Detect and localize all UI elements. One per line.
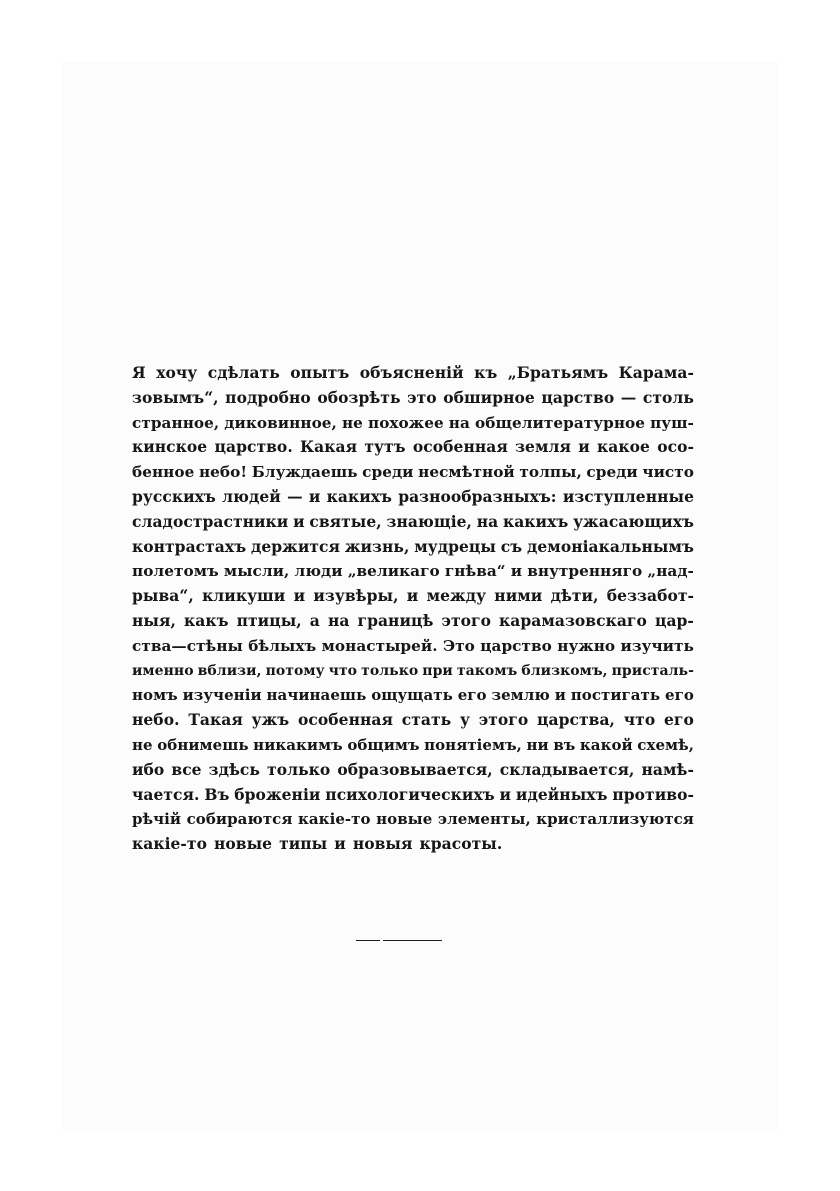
text-word: этого [478,710,529,730]
text-word: схемѣ, [637,735,694,754]
text-word: кликуши [202,586,286,606]
text-word: между [426,586,487,606]
text-word: — [620,387,637,407]
text-word: ибо [132,759,165,779]
text-word: царство. [214,437,293,457]
separator-rule [383,940,442,941]
text-word: какихъ [502,511,569,531]
text-word: какихъ [326,486,392,506]
text-word: образовывается, [337,759,493,779]
text-word: полетомъ [132,562,219,581]
text-line [132,411,694,436]
text-word: новые [376,810,433,829]
text-word: границѣ [357,610,434,630]
text-word: людей [222,486,281,506]
text-line [132,758,694,783]
text-word: монастырей. [321,636,438,655]
text-word: подробно [225,387,311,407]
text-word: сладострастники [132,511,289,531]
text-word: мысли, [223,562,290,581]
text-word: пуш- [650,413,694,432]
text-word: земля [515,437,571,457]
text-word: новыя [352,834,413,854]
text-word: броженіи [234,784,321,804]
text-word: чается. [132,784,200,804]
text-word: какое [597,437,650,457]
text-word: какъ [184,610,229,630]
text-line [132,609,694,634]
text-word: „Братьямъ [507,363,609,382]
text-line [132,783,694,808]
text-word: несмѣтной [418,463,515,482]
text-word: только [267,759,331,779]
text-line [132,733,694,758]
text-line [132,659,694,684]
text-word: люди [294,562,343,581]
text-word: контрастахъ [132,536,247,556]
text-word: общелитературное [475,413,646,432]
text-word: опытъ [290,363,350,382]
text-word: гнѣва“ [444,562,506,581]
text-word: бенное [132,463,195,482]
text-word: похожее [367,413,444,432]
text-word: изувѣры, [313,586,399,606]
text-word: землю [491,686,550,705]
text-word: странное, [132,413,220,432]
text-word: внутренняго [527,562,643,581]
text-word: его [665,686,694,705]
text-word: изученіи [182,686,262,705]
text-word: и [510,562,523,581]
text-word: рѣчій [132,810,182,829]
text-word: царство [541,387,615,407]
text-line [132,634,694,659]
text-word: изступленные [562,486,694,506]
text-word: психологическихъ [325,784,495,804]
text-line [132,832,694,857]
text-word: цар- [654,610,694,630]
text-line [132,807,694,832]
text-word: красоты. [419,834,503,854]
text-word: элементы, [437,810,531,829]
text-word: и [308,486,321,506]
text-line [132,361,694,386]
text-word: птицы, [236,610,302,630]
text-word: какой [579,735,633,754]
text-word: разнообразныхъ: [398,486,557,506]
text-word: такомъ [456,662,518,679]
text-word: рыва“, [132,586,194,606]
text-word: обнимешь [157,735,249,754]
text-line [132,510,694,535]
text-word: Это [442,636,475,655]
text-word: ни [526,735,549,754]
text-word: беззабот- [606,586,694,606]
text-line [132,708,694,733]
text-word: Блуждаешь [251,463,358,482]
text-word: и [578,437,590,457]
text-word: стать [401,710,452,730]
text-word: его [664,710,694,730]
text-word: постигать [570,686,661,705]
text-word: на [476,511,499,531]
text-word: что [623,710,656,730]
text-word: и [334,834,346,854]
text-word: вблизи, [197,662,262,679]
text-word: именно [132,662,194,679]
text-word: къ [474,363,498,382]
text-word: здѣсь [208,759,260,779]
text-word: Такая [188,710,243,730]
text-word: особенная [412,437,508,457]
text-word: зовымъ“, [132,387,219,407]
text-word: съ [500,536,523,556]
text-word: ства—стѣны [132,636,243,655]
separator-rule [356,940,380,941]
text-word: только [361,662,419,679]
text-word: ощущать [371,686,453,705]
text-word: толпы, [519,463,582,482]
text-word: собираются [186,810,293,829]
text-word: типы [279,834,328,854]
text-word: — [287,486,303,506]
text-word: и [406,586,419,606]
text-word: ужасающихъ [573,511,694,531]
text-word: общимъ [347,735,420,754]
text-word: царство [480,636,552,655]
text-word: это [407,387,437,407]
text-word: противо- [612,784,694,804]
text-word: въ [553,735,576,754]
text-line [132,559,694,584]
text-word: столь [642,387,694,407]
text-word: небо! [198,463,248,482]
text-word: этого [441,610,491,630]
text-word: тутъ [364,437,406,457]
text-word: на [327,610,350,630]
text-word: не [341,413,363,432]
text-word: новые [213,834,273,854]
text-word: сдѣлать [207,363,280,382]
text-word: и [293,586,306,606]
text-word: дѣти, [550,586,599,606]
text-word: обширное [443,387,535,407]
text-word: у [460,710,470,730]
text-word: среди [362,463,414,482]
text-word: Въ [204,784,230,804]
text-word: Я [132,363,146,382]
text-word: изучить [620,636,694,655]
text-word: ужъ [251,710,290,730]
text-word: какіе-то [298,810,371,829]
text-word: складывается, [499,759,635,779]
text-word: кинское [132,437,208,457]
text-word: бѣлыхъ [248,636,317,655]
text-word: „великаго [347,562,440,581]
text-word: русскихъ [132,486,216,506]
text-word: потому [265,662,325,679]
text-word: диковинное, [224,413,337,432]
text-word: среди [586,463,638,482]
text-word: нужно [557,636,616,655]
text-word: кристаллизуются [536,810,694,829]
text-word: жизнь, [344,536,410,556]
text-word: особенная [298,710,393,730]
text-word: все [171,759,202,779]
text-word: демоніакальнымъ [527,536,694,556]
text-word: святые, [309,511,382,531]
text-word: мудрецы [414,536,496,556]
text-word: ними [494,586,543,606]
text-word: „над- [647,562,694,581]
text-line [132,683,694,708]
text-word: ныя, [132,610,176,630]
text-word: понятіемъ, [424,735,522,754]
text-word: близкомъ, [521,662,608,679]
text-word: никакимъ [253,735,343,754]
text-word: не [132,735,153,754]
text-word: на [448,413,470,432]
text-word: чисто [642,463,694,482]
text-word: хочу [156,363,198,382]
text-word: его [457,686,487,705]
text-word: начинаешь [266,686,367,705]
text-word: карамазовскаго [499,610,647,630]
text-line [132,535,694,560]
text-word: а [309,610,320,630]
text-word: обозрѣть [317,387,401,407]
text-word: осо- [657,437,694,457]
text-word: царства, [537,710,615,730]
text-word: Какая [300,437,358,457]
body-paragraph [132,361,694,857]
text-word: номъ [132,686,178,705]
text-line [132,485,694,510]
text-word: какіе-то [132,834,207,854]
text-word: небо. [132,710,180,730]
text-word: при [422,662,453,679]
text-line [132,435,694,460]
text-word: держится [250,536,341,556]
text-word: и [293,511,305,531]
text-word: знающіе, [386,511,472,531]
text-word: присталь- [611,662,694,679]
text-word: и [499,784,512,804]
text-line [132,460,694,485]
text-word: Карама- [618,363,694,382]
text-word: что [328,662,358,679]
text-word: идейныхъ [515,784,608,804]
text-word: намѣ- [641,759,694,779]
text-line [132,386,694,411]
text-word: объясненій [359,363,464,382]
text-line [132,584,694,609]
text-word: и [554,686,566,705]
